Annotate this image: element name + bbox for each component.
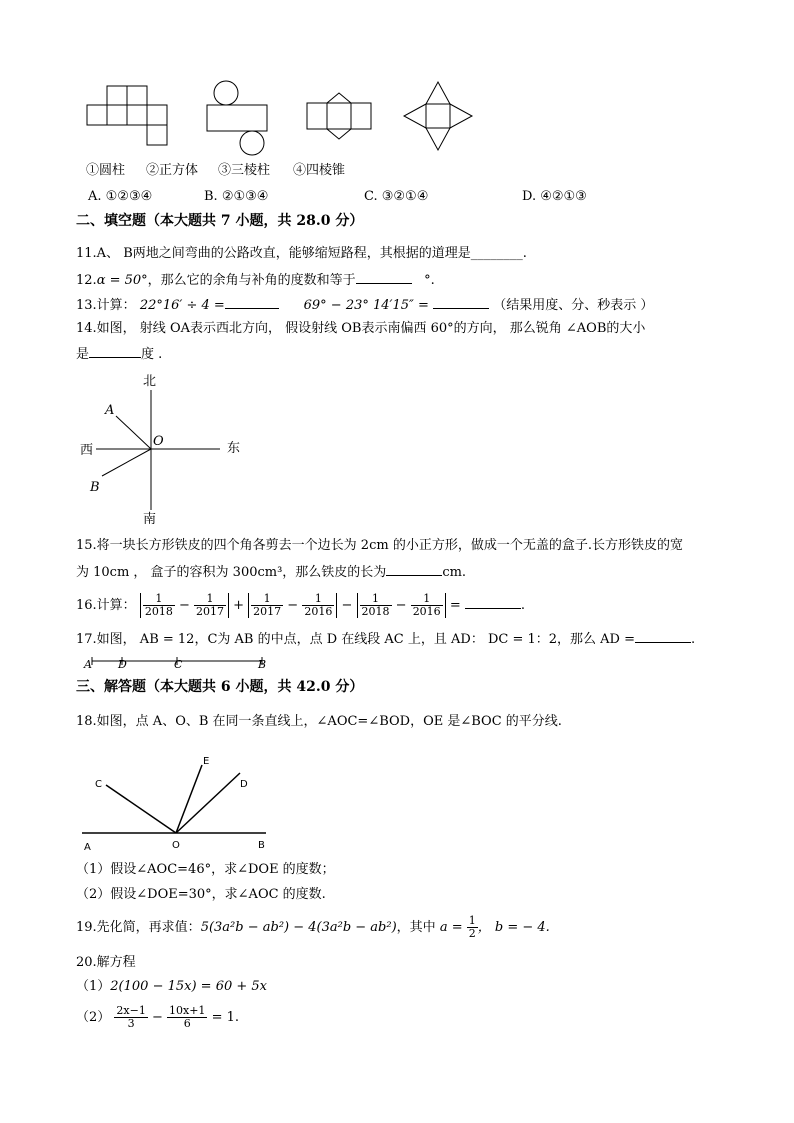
q12-suffix: °. (424, 273, 435, 288)
question-14-line2 (76, 345, 162, 363)
option-d: D. ④②①③ (522, 189, 587, 204)
q15-suffix: cm. (442, 565, 467, 580)
q13-expr1: 22°16′ ÷ 4 = (139, 298, 225, 313)
q13-blank-2 (433, 296, 489, 309)
question-19 (76, 913, 550, 943)
q12-math: α = 50° (96, 273, 148, 288)
angle-label-c: C (95, 779, 102, 790)
label-north: 北 (143, 374, 157, 389)
question-20-part-1 (76, 979, 267, 995)
q17-text: 17.如图， AB = 12，C为 AB 的中点，点 D 在线段 AC 上，且 AD： DC = 1：2，那么 AD = (76, 632, 636, 647)
abs-term-2: $\frac{1}{2017}$ − $\frac{1}{2016}$ (248, 593, 337, 618)
seg-label-b: B (258, 658, 267, 671)
seg-label-a: A (84, 658, 92, 671)
q12-text: ，那么它的余角与补角的度数和等于 (147, 273, 356, 288)
net-figure-cube (86, 86, 168, 152)
question-12 (76, 271, 435, 289)
question-17 (76, 630, 695, 648)
q19-mid: ，其中 (396, 920, 436, 935)
angle-label-a: A (84, 842, 91, 853)
question-11: 11.A、 B两地之间弯曲的公路改直，能够缩短路程，其根据的道理是________. (76, 246, 527, 261)
shape-label-2: ②正方体 (146, 163, 199, 178)
q19-a-equals: a = (439, 920, 463, 935)
net-figure-cylinder (206, 80, 270, 156)
q20-part1-prefix: （1） (76, 979, 111, 994)
q13-note: （结果用度、分、秒表示 ） (493, 298, 654, 313)
angle-label-b: B (258, 840, 265, 851)
question-18-part-1: （1）假设∠AOC=46°，求∠DOE 的度数； (76, 862, 335, 877)
q20-equation-1: 2(100 − 15x) = 60 + 5x (110, 979, 267, 994)
question-14-line1: 14.如图， 射线 OA表示西北方向， 假设射线 OB表示南偏西 60°的方向， 那么锐角 ∠AOB的大小 (76, 321, 646, 336)
net-figure-triangular-prism (306, 97, 372, 137)
label-south: 南 (143, 512, 157, 527)
question-20-title: 20.解方程 (76, 955, 136, 970)
q13-blank-1 (225, 296, 279, 309)
label-west: 西 (80, 443, 94, 458)
abs-term-3: $\frac{1}{2018}$ − $\frac{1}{2016}$ (357, 593, 446, 618)
q19-a-fraction: $\frac{1}{2}$ (468, 914, 476, 940)
option-b: B. ②①③④ (204, 189, 269, 204)
q17-answer-blank (635, 630, 691, 643)
q20-part2-prefix: （2） (76, 1010, 111, 1025)
q15-answer-blank (386, 563, 442, 576)
q12-prefix: 12. (76, 273, 97, 288)
q14-answer-blank (89, 345, 141, 358)
option-a: A. ①②③④ (88, 189, 153, 204)
option-c: C. ③②①④ (364, 189, 429, 204)
abs-term-1: $\frac{1}{2018}$ − $\frac{1}{2017}$ (140, 593, 229, 618)
q17-suffix: . (691, 632, 696, 647)
q19-expression: 5(3a²b − ab²) − 4(3a²b − ab²) (200, 920, 397, 935)
shape-label-1: ①圆柱 (86, 163, 126, 178)
compass-diagram (80, 372, 250, 532)
section-2-title: 二、填空题（本大题共 7 小题，共 28.0 分） (76, 213, 364, 229)
q19-b-equals: ， b = − 4. (477, 920, 550, 935)
net-figure-square-pyramid (404, 82, 474, 152)
question-18: 18.如图，点 A、O、B 在同一条直线上，∠AOC=∠BOD，OE 是∠BOC 的平分线. (76, 714, 562, 729)
q12-answer-blank (356, 271, 412, 284)
question-13 (76, 296, 653, 314)
q13-expr2: 69° − 23° 14′15″ = (303, 298, 429, 313)
question-20-part-2: （2） $\frac{2x-1}{3}$ − $\frac{10x+1}{6}$ = 1. (76, 1004, 240, 1030)
q20-tail: = 1. (211, 1010, 240, 1025)
q14-suffix: 度 . (141, 347, 163, 362)
q14-prefix: 是 (76, 347, 90, 362)
seg-label-d: D (118, 658, 127, 671)
question-15-line1: 15.将一块长方形铁皮的四个角各剪去一个边长为 2cm 的小正方形，做成一个无盖的盒子.长方形铁皮的宽 (76, 538, 683, 553)
q20-fraction-1: $\frac{2x-1}{3}$ (116, 1004, 146, 1030)
q16-suffix: . (520, 598, 525, 613)
q15-prefix: 为 10cm ， 盒子的容积为 300cm³，那么铁皮的长为 (76, 565, 387, 580)
q13-prefix: 13.计算： (76, 298, 136, 313)
q19-prefix: 19.先化简，再求值： (76, 920, 201, 935)
label-o: O (153, 434, 164, 449)
seg-label-c: C (174, 658, 183, 671)
angle-label-o: O (172, 840, 180, 851)
question-16: 16.计算： $\frac{1}{2018}$ − $\frac{1}{2017}$ + $\frac{1}{2017}$ − $\frac{1}{2016}$ − $\frac{1}{2018}$ − $\frac{1}{2016}$ = . (76, 592, 525, 618)
q16-answer-blank (465, 596, 521, 609)
label-a: A (105, 403, 115, 418)
q20-fraction-2: $\frac{10x+1}{6}$ (169, 1004, 206, 1030)
shape-label-3: ③三棱柱 (218, 163, 271, 178)
label-b: B (90, 480, 100, 495)
angle-label-e: E (203, 756, 210, 767)
section-3-title: 三、解答题（本大题共 6 小题，共 42.0 分） (76, 679, 364, 695)
label-east: 东 (227, 441, 241, 456)
question-18-part-2: （2）假设∠DOE=30°，求∠AOC 的度数. (76, 887, 326, 902)
q16-prefix: 16.计算： (76, 598, 136, 613)
question-15-line2 (76, 563, 466, 581)
shape-label-4: ④四棱锥 (293, 163, 346, 178)
angle-label-d: D (240, 779, 248, 790)
